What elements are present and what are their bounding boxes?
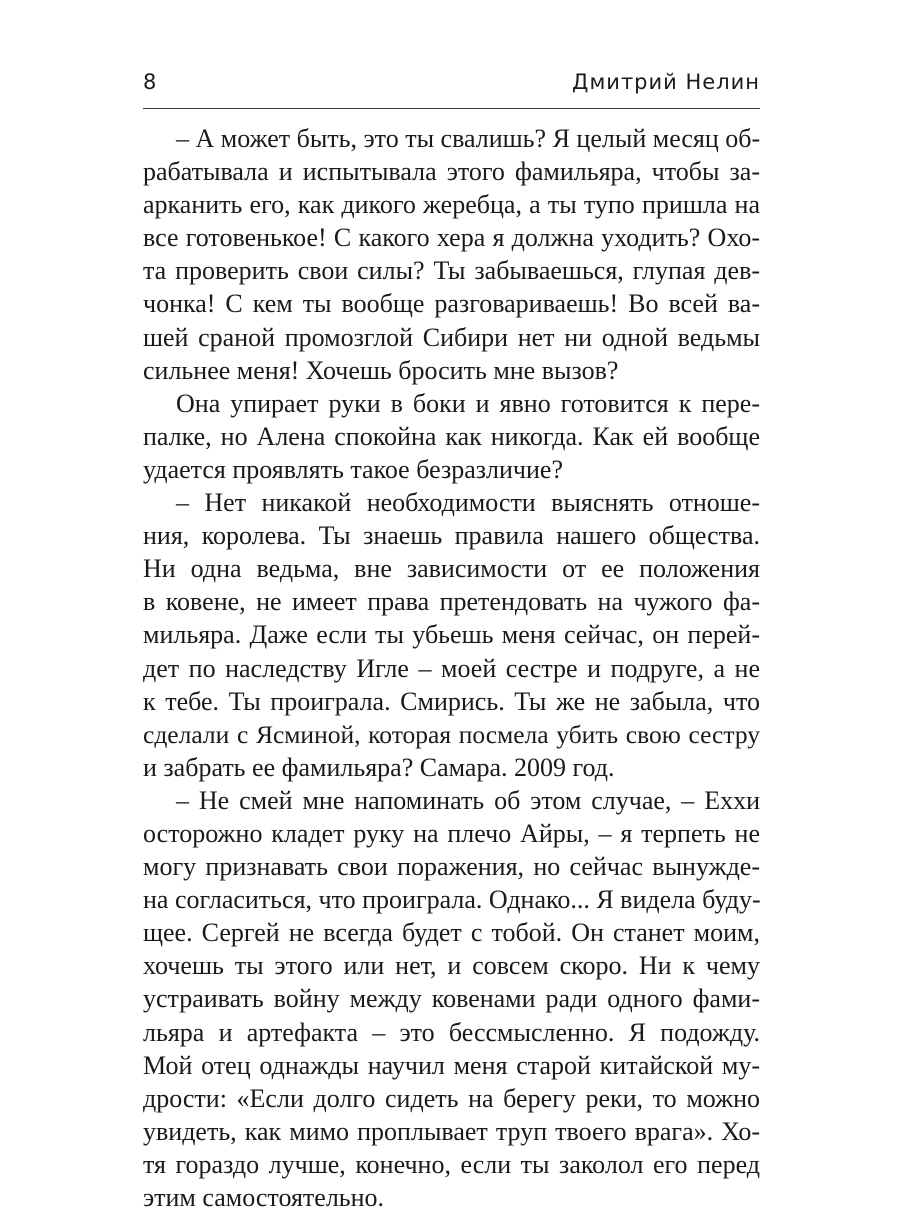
text-line: к тебе. Ты проиграла. Смирись. Ты же не забыла, что xyxy=(143,686,760,716)
page-number: 8 xyxy=(143,70,158,94)
text-line: Она упирает руки в боки и явно готовится к пере- xyxy=(176,388,760,418)
text-line: льяра и артефакта – это бессмысленно. Я подожду. xyxy=(143,1017,760,1047)
text-line: на согласиться, что проиграла. Однако... Я видела буду- xyxy=(143,885,761,915)
paragraph xyxy=(143,122,760,387)
text-line: могу признавать свои поражения, но сейчас вынужде- xyxy=(143,852,760,882)
text-line: тя гораздо лучше, конечно, если ты заколол его перед xyxy=(143,1149,760,1179)
text-line: – Не смей мне напоминать об этом случае, – Еххи xyxy=(176,785,760,815)
header-rule xyxy=(143,108,760,109)
text-line: та проверить свои силы? Ты забываешься, глупая дев- xyxy=(143,256,760,286)
text-line: дет по наследству Игле – моей сестре и подруге, а не xyxy=(143,653,760,683)
text-line: осторожно кладет руку на плечо Айры, – я терпеть не xyxy=(143,818,760,848)
text-line: увидеть, как мимо проплывает труп твоего врага». Хо- xyxy=(143,1116,760,1146)
paragraph xyxy=(143,486,760,784)
text-line: палке, но Алена спокойна как никогда. Как ей вообще xyxy=(143,421,760,451)
text-line: ния, королева. Ты знаешь правила нашего общества. xyxy=(143,521,760,551)
paragraph xyxy=(143,784,760,1214)
text-line: хочешь ты этого или нет, и совсем скоро. Ни к чему xyxy=(143,951,760,981)
text-line: устраивать войну между ковенами ради одного фами- xyxy=(143,984,760,1014)
text-line: сделали с Ясминой, которая посмела убить свою сестру xyxy=(143,719,760,749)
text-line: мильяра. Даже если ты убьешь меня сейчас, он перей- xyxy=(143,620,760,650)
text-line: щее. Сергей не всегда будет с тобой. Он станет моим, xyxy=(143,918,760,948)
text-line: в ковене, не имеет права претендовать на чужого фа- xyxy=(143,587,760,617)
text-line: рабатывала и испытывала этого фамильяра, чтобы за- xyxy=(143,157,760,187)
text-line: арканить его, как дикого жеребца, а ты тупо пришла на xyxy=(143,190,760,220)
text-line: этим самостоятельно. xyxy=(143,1183,385,1212)
text-line: все готовенькое! С какого хера я должна уходить? Охо- xyxy=(143,223,760,253)
text-line: дрости: «Если долго сидеть на берегу реки, то можно xyxy=(143,1083,760,1113)
text-line: – А может быть, это ты свалишь? Я целый месяц об- xyxy=(176,124,761,153)
text-line: чонка! С кем ты вообще разговариваешь! Во всей ва- xyxy=(143,289,760,319)
text-line: шей сраной промозглой Сибири нет ни одной ведьмы xyxy=(143,322,760,352)
text-line: – Нет никакой необходимости выяснять отноше- xyxy=(176,488,760,518)
text-line: и забрать ее фамильяра? Самара. 2009 год. xyxy=(143,752,615,782)
text-line: сильнее меня! Хочешь бросить мне вызов? xyxy=(143,355,619,385)
text-line: удается проявлять такое безразличие? xyxy=(143,454,563,484)
author-name: Дмитрий Нелин xyxy=(572,70,760,94)
text-line: Мой отец однажды научил меня старой китайской му- xyxy=(143,1050,760,1080)
running-head xyxy=(143,70,760,102)
paragraph xyxy=(143,387,760,486)
text-line: Ни одна ведьма, вне зависимости от ее положения xyxy=(143,554,760,584)
body-text xyxy=(143,122,760,1214)
